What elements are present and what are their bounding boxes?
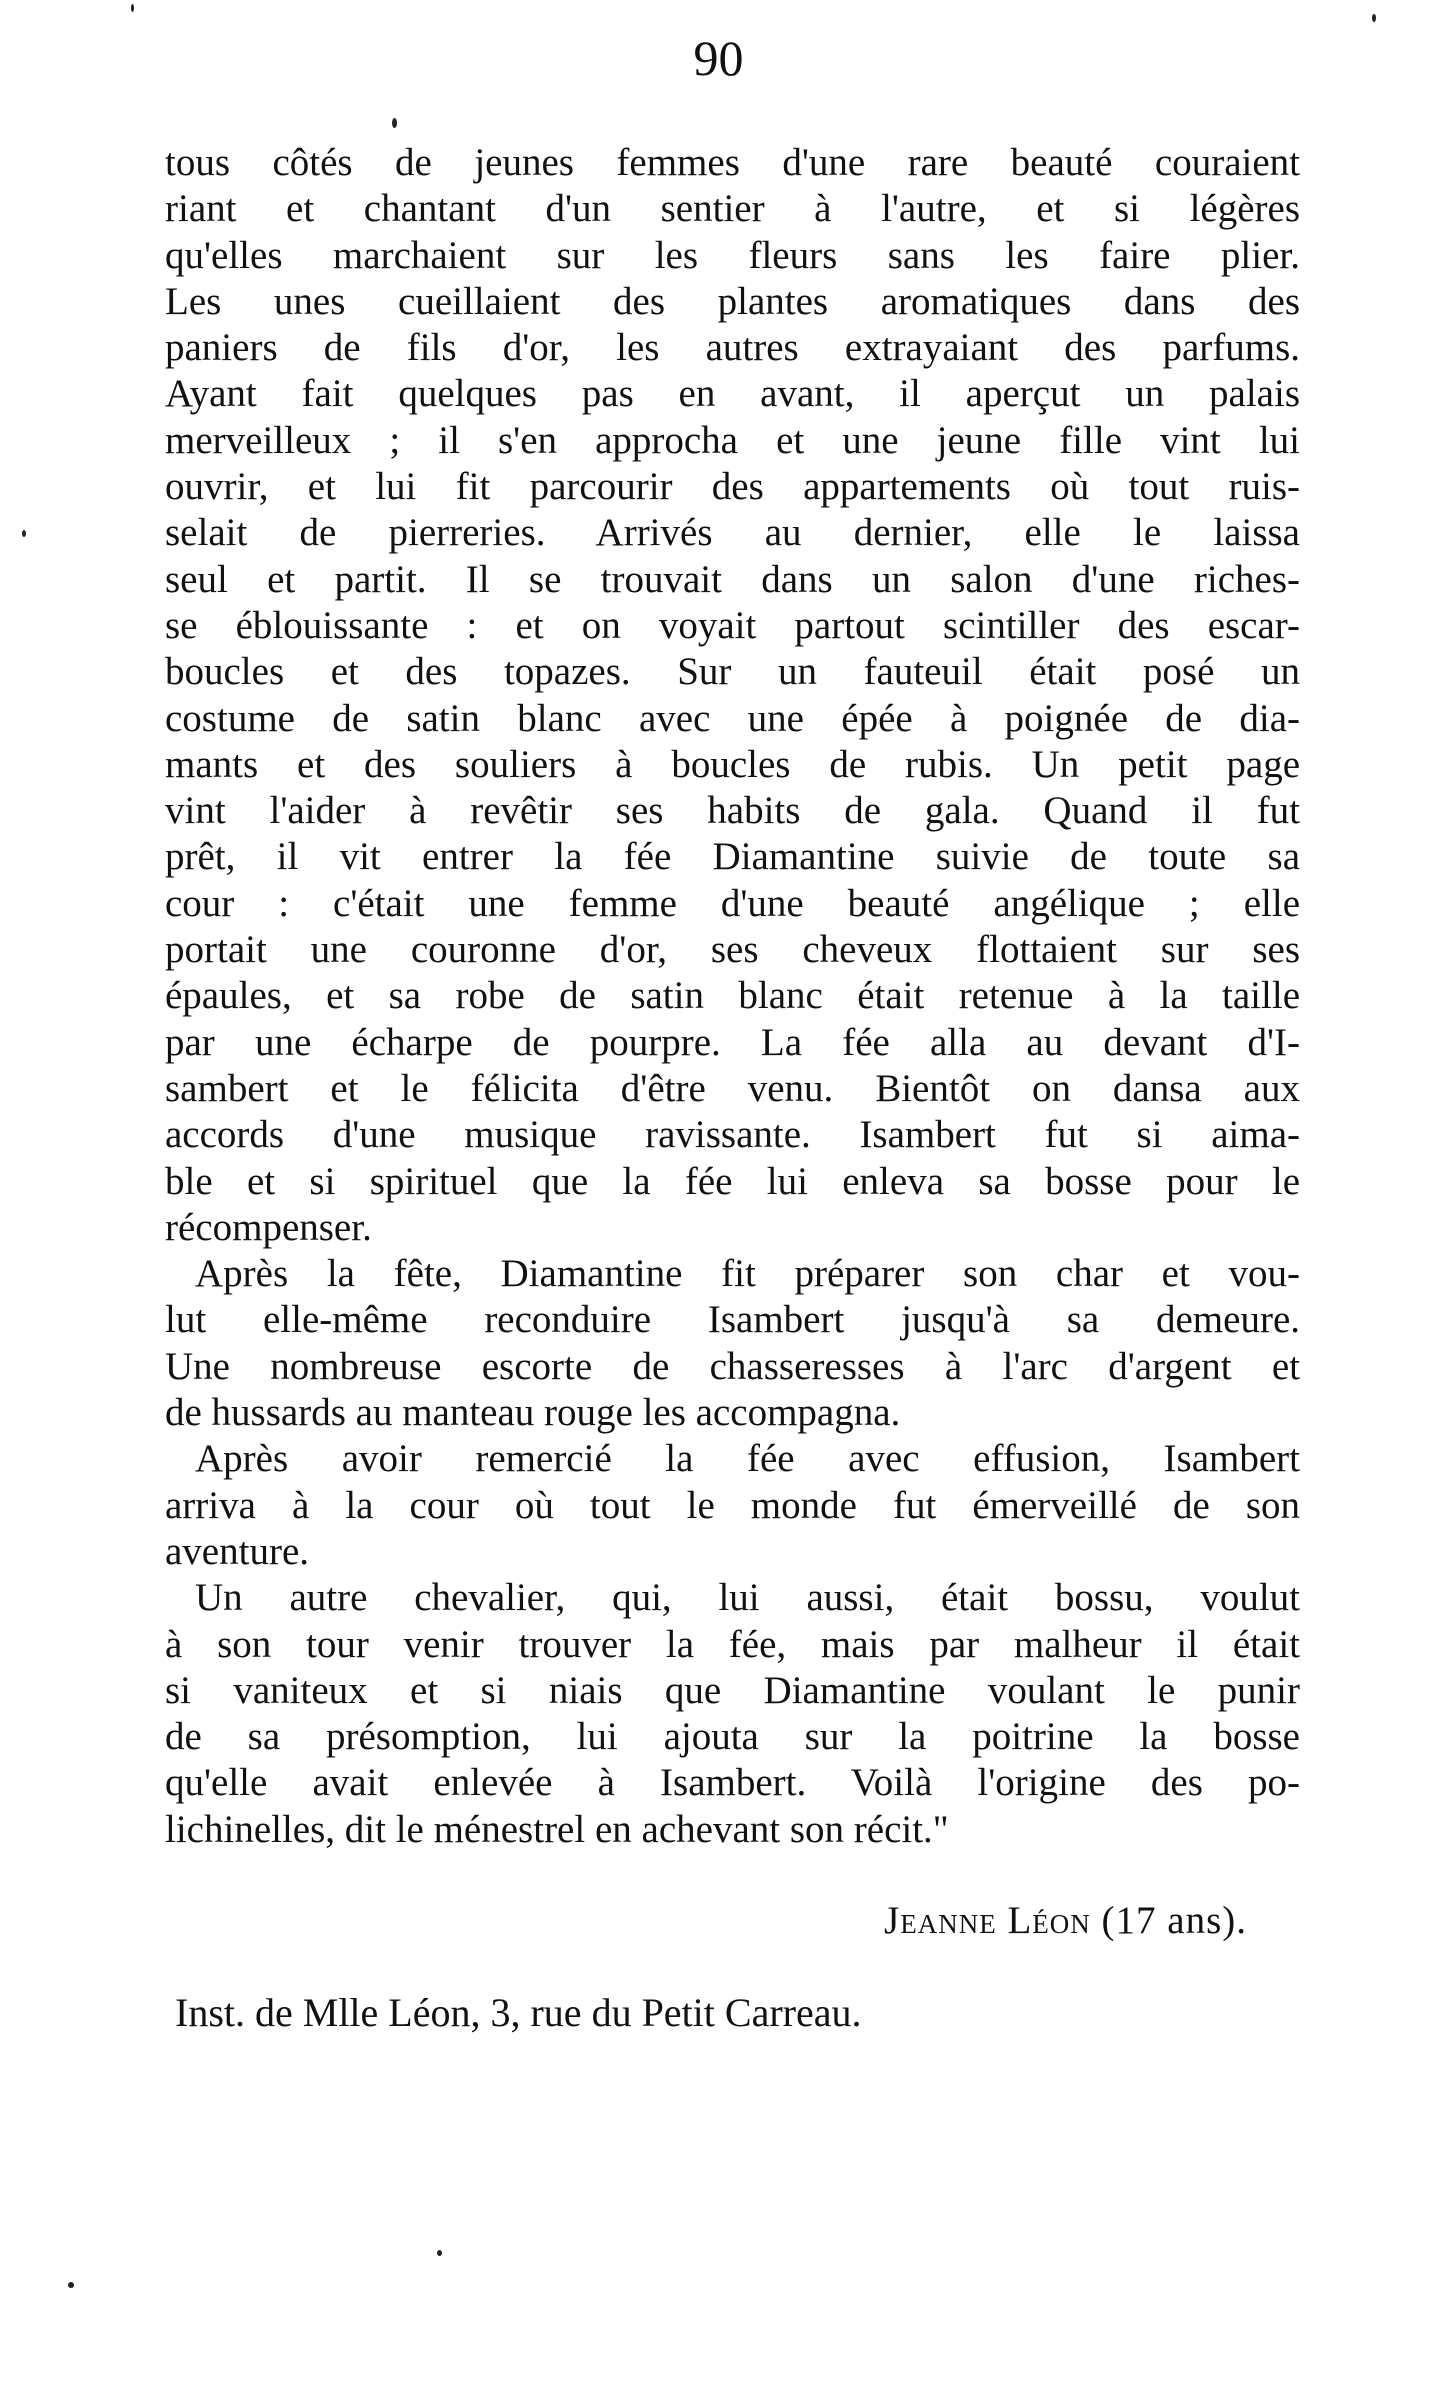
- text-line: Les unes cueillaient des plantes aromatiques dans des: [165, 279, 1300, 323]
- text-line: Ayant fait quelques pas en avant, il aperçut un palais: [165, 372, 1300, 416]
- institution-line: Inst. de Mlle Léon, 3, rue du Petit Carreau.: [175, 1990, 862, 2035]
- text-line: de hussards au manteau rouge les accompagna.: [165, 1391, 901, 1435]
- text-line: sambert et le félicita d'être venu. Bientôt on dansa aux: [165, 1066, 1300, 1110]
- text-line: épaules, et sa robe de satin blanc était retenue à la taille: [165, 974, 1300, 1018]
- text-line: Après la fête, Diamantine fit préparer son char et vou-: [195, 1252, 1300, 1296]
- text-line: lichinelles, dit le ménestrel en achevant son récit.": [165, 1807, 949, 1851]
- text-line: ouvrir, et lui fit parcourir des appartements où tout ruis-: [165, 465, 1300, 509]
- text-line: Une nombreuse escorte de chasseresses à l'arc d'argent et: [165, 1344, 1300, 1388]
- text-line: cour : c'était une femme d'une beauté angélique ; elle: [165, 881, 1300, 925]
- paragraph: [165, 1251, 1300, 1436]
- text-line: paniers de fils d'or, les autres extrayaiant des parfums.: [165, 326, 1300, 370]
- text-line: ble et si spirituel que la fée lui enleva sa bosse pour le: [165, 1159, 1300, 1203]
- text-line: boucles et des topazes. Sur un fauteuil était posé un: [165, 650, 1300, 694]
- text-line: Un autre chevalier, qui, lui aussi, était bossu, voulut: [195, 1576, 1300, 1620]
- paragraph: [165, 140, 1300, 1251]
- print-speck: [1372, 14, 1376, 22]
- text-line: arriva à la cour où tout le monde fut émerveillé de son: [165, 1483, 1300, 1527]
- paragraph: [165, 1436, 1300, 1575]
- print-speck: [68, 2282, 74, 2288]
- text-line: Après avoir remercié la fée avec effusion, Isambert: [195, 1437, 1300, 1481]
- text-line: merveilleux ; il s'en approcha et une jeune fille vint lui: [165, 418, 1300, 462]
- author-name: Jeanne Léon: [884, 1899, 1091, 1942]
- print-speck: [131, 4, 134, 12]
- author-age: (17 ans).: [1101, 1899, 1247, 1942]
- paragraph: [165, 1575, 1300, 1853]
- text-line: prêt, il vit entrer la fée Diamantine suivie de toute sa: [165, 835, 1300, 879]
- text-line: récompenser.: [165, 1205, 372, 1249]
- print-speck: [392, 118, 397, 128]
- body-text: [165, 140, 1300, 1853]
- text-line: accords d'une musique ravissante. Isambert fut si aima-: [165, 1113, 1300, 1157]
- text-line: seul et partit. Il se trouvait dans un salon d'une riches-: [165, 557, 1300, 601]
- text-line: lut elle-même reconduire Isambert jusqu'à sa demeure.: [165, 1298, 1300, 1342]
- text-line: vint l'aider à revêtir ses habits de gala. Quand il fut: [165, 789, 1300, 833]
- print-speck: [22, 530, 26, 537]
- text-line: qu'elles marchaient sur les fleurs sans les faire plier.: [165, 233, 1300, 277]
- text-line: se éblouissante : et on voyait partout scintiller des escar-: [165, 603, 1300, 647]
- text-line: costume de satin blanc avec une épée à poignée de dia-: [165, 696, 1300, 740]
- print-speck: [437, 2250, 442, 2256]
- text-line: tous côtés de jeunes femmes d'une rare beauté couraient: [165, 141, 1300, 184]
- text-line: qu'elle avait enlevée à Isambert. Voilà l'origine des po-: [165, 1761, 1300, 1805]
- page-number: 90: [693, 30, 744, 86]
- text-line: mants et des souliers à boucles de rubis. Un petit page: [165, 742, 1300, 786]
- text-line: à son tour venir trouver la fée, mais par malheur il était: [165, 1622, 1300, 1666]
- text-line: riant et chantant d'un sentier à l'autre, et si légères: [165, 187, 1300, 231]
- text-line: de sa présomption, lui ajouta sur la poitrine la bosse: [165, 1715, 1300, 1759]
- text-line: si vaniteux et si niais que Diamantine voulant le punir: [165, 1668, 1300, 1712]
- text-line: selait de pierreries. Arrivés au dernier, elle le laissa: [165, 511, 1300, 555]
- text-line: portait une couronne d'or, ses cheveux flottaient sur ses: [165, 928, 1300, 972]
- author-signature: [884, 1898, 1247, 1944]
- text-line: aventure.: [165, 1529, 310, 1573]
- text-line: par une écharpe de pourpre. La fée alla au devant d'I-: [165, 1020, 1300, 1064]
